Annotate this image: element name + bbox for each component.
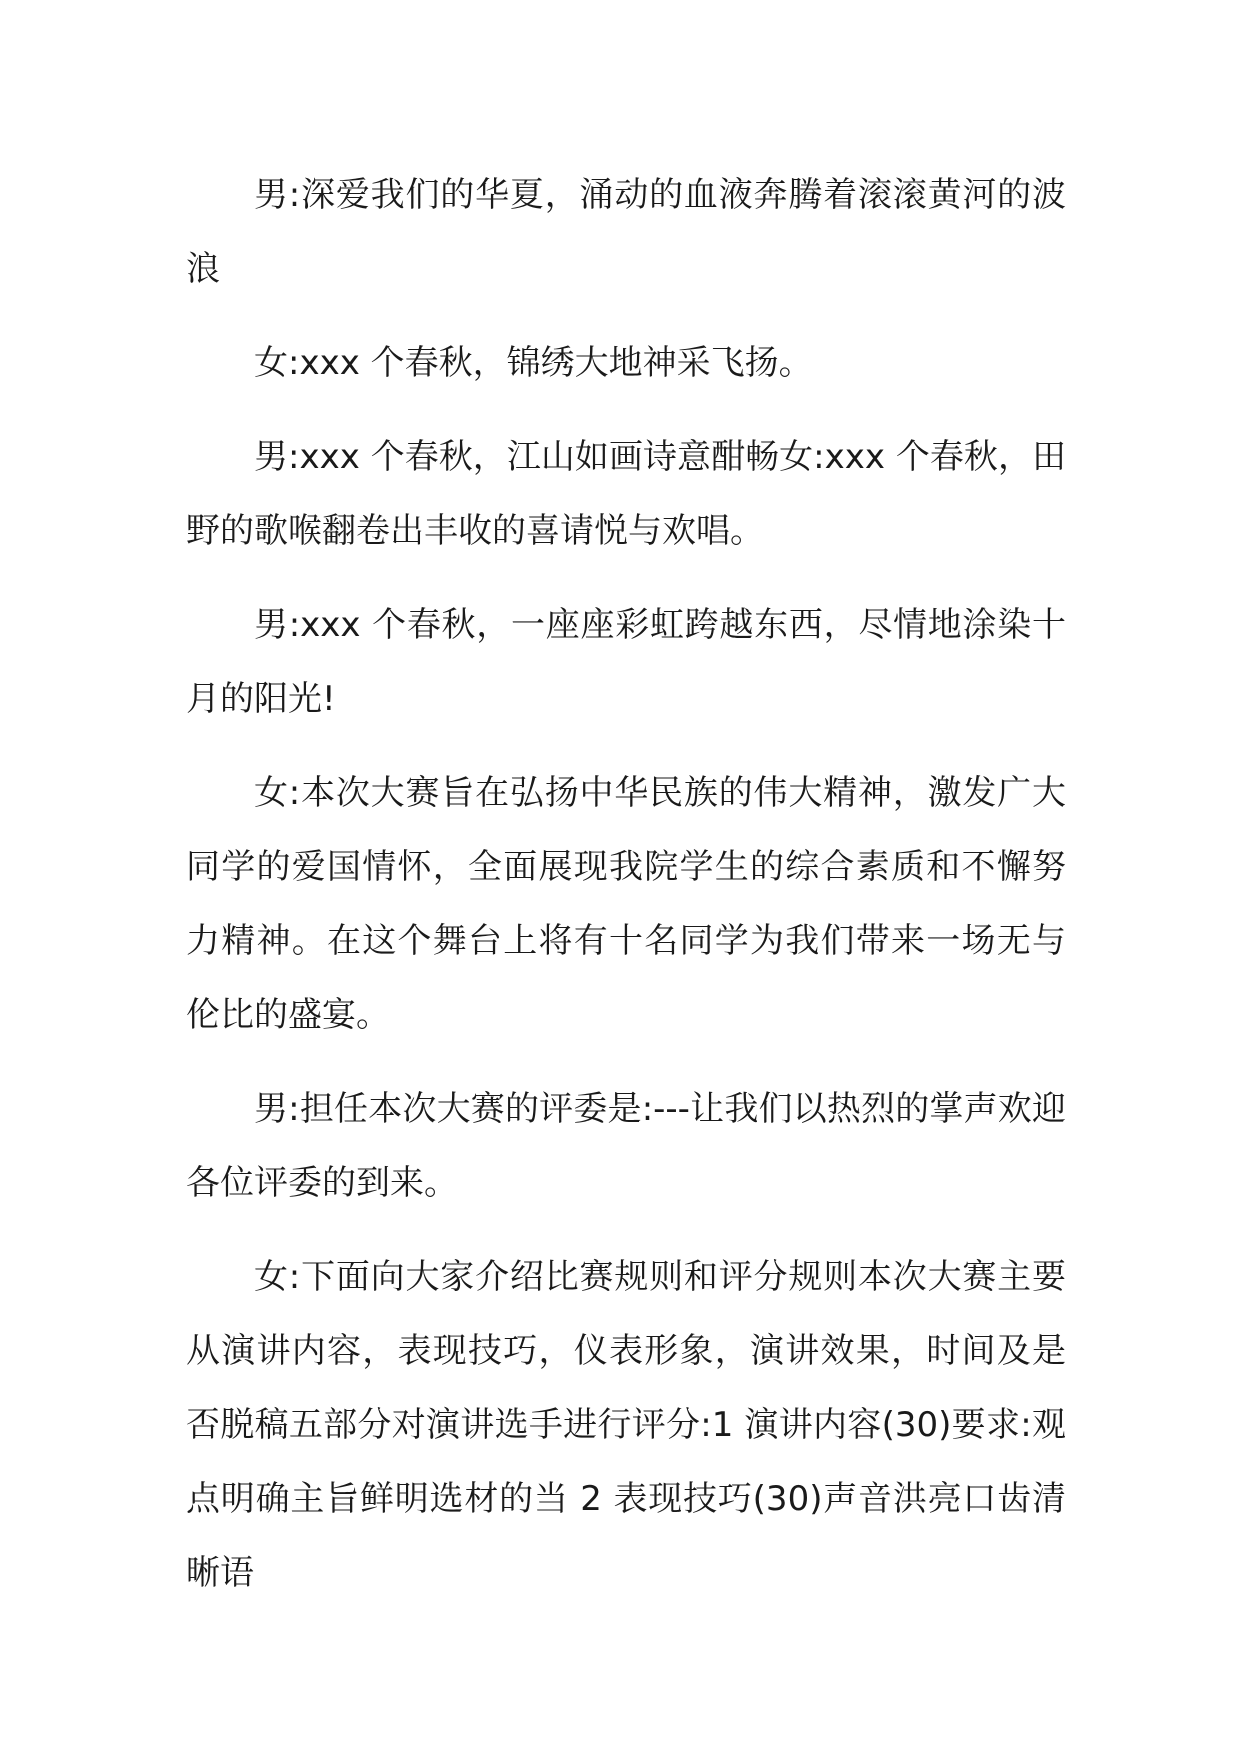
paragraph: 女:xxx 个春秋，锦绣大地神采飞扬。 xyxy=(254,343,813,383)
paragraph: 男:担任本次大赛的评委是:---让我们以热烈的掌声欢迎各位评委的到来。 xyxy=(186,1089,1066,1203)
document-body xyxy=(186,158,1066,1630)
paragraph: 男:深爱我们的华夏，涌动的血液奔腾着滚滚黄河的波浪 xyxy=(186,175,1066,289)
paragraph: 男:xxx 个春秋，江山如画诗意酣畅女:xxx 个春秋，田野的歌喉翻卷出丰收的喜请悦与欢唱。 xyxy=(186,437,1066,551)
paragraph: 女:本次大赛旨在弘扬中华民族的伟大精神，激发广大同学的爱国情怀，全面展现我院学生的综合素质和不懈努力精神。在这个舞台上将有十名同学为我们带来一场无与伦比的盛宴。 xyxy=(186,773,1066,1035)
paragraph: 女:下面向大家介绍比赛规则和评分规则本次大赛主要从演讲内容，表现技巧，仪表形象，演讲效果，时间及是否脱稿五部分对演讲选手进行评分:1 演讲内容(30)要求:观点明确主旨鲜明选材的当 2 表现技巧(30)声音洪亮口齿清晰语 xyxy=(186,1257,1066,1593)
paragraph: 男:xxx 个春秋，一座座彩虹跨越东西，尽情地涂染十月的阳光! xyxy=(186,605,1066,719)
